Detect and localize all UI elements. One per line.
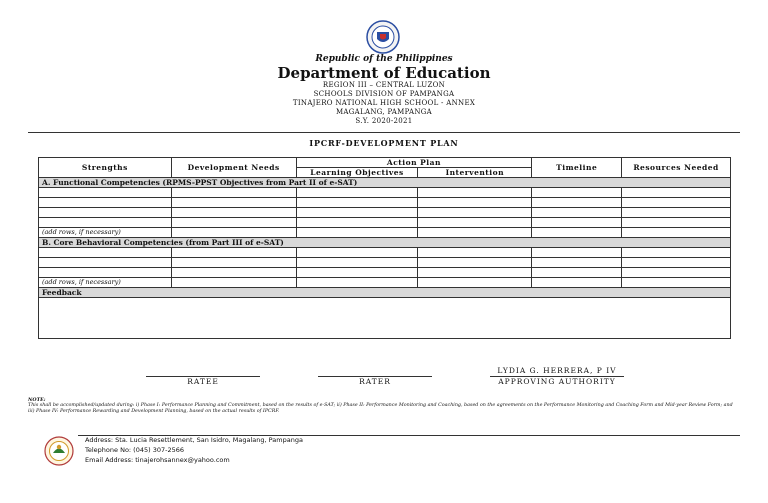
note-block [28,397,740,415]
table-row [39,208,731,218]
resources-header: Resources Needed [622,158,731,178]
ratee-label: RATEE [187,377,219,386]
note-label: NOTE: [28,397,46,403]
action-plan-header: Action Plan [296,158,532,168]
table-row [39,248,731,258]
intervention-header: Intervention [418,168,532,178]
table-row [39,188,731,198]
division-line: SCHOOLS DIVISION OF PAMPANGA [313,90,455,98]
plan-title: IPCRF-DEVELOPMENT PLAN [309,138,459,148]
header-divider [28,132,740,133]
rater-label: RATER [359,377,391,386]
feedback-box[interactable] [39,298,731,339]
timeline-header: Timeline [532,158,622,178]
deped-seal-logo [366,20,400,54]
telephone-text: Telephone No: (045) 307-2566 [85,446,185,454]
email-text[interactable]: Email Address: tinajerohsannex@yahoo.com [85,456,230,464]
table-row [39,228,731,238]
add-rows-note: (add rows, if necessary) [39,228,172,238]
development-plan-table [38,157,731,339]
add-rows-note: (add rows, if necessary) [39,278,172,288]
table-row [39,268,731,278]
school-logo [44,436,74,466]
school-line: TINAJERO NATIONAL HIGH SCHOOL - ANNEX [292,99,476,107]
strengths-header: Strengths [39,158,172,178]
learning-objectives-header: Learning Objectives [296,168,418,178]
footer-contact [85,435,303,465]
address-text: Address: Sta. Lucia Resettlement, San Isidro, Magalang, Pampanga [85,436,303,444]
table-row [39,278,731,288]
location-line: MAGALANG, PAMPANGA [335,108,433,116]
approving-authority-label: APPROVING AUTHORITY [498,377,616,386]
section-b-heading: B. Core Behavioral Competencies (from Part III of e-SAT) [39,238,731,248]
development-needs-header: Development Needs [171,158,296,178]
republic-heading: Republic of the Philippines [315,54,453,64]
table-row [39,198,731,208]
section-a-heading: A. Functional Competencies (RPMS-PPST Objectives from Part II of e-SAT) [39,178,731,188]
table-row [39,218,731,228]
approver-name: LYDIA G. HERRERA, P IV [497,366,617,375]
table-row [39,258,731,268]
note-text: This shall be accomplished/updated during: i) Phase I: Performance Planning and Commitment, based on the results of e-SAT; ii) Phase II: Performance Monitoring and Coaching, based on the agreements on the Performance Monitoring and Coaching Form and Mid-year Review Form; and iii) Phase IV: Performance Rewarding and Development Planning, based on the actual results of IPCRF. [28,403,733,414]
region-line: REGION III – CENTRAL LUZON [322,81,446,89]
department-title: Department of Education [277,64,491,82]
feedback-heading: Feedback [39,288,731,298]
school-year-line: S.Y. 2020-2021 [355,117,413,125]
